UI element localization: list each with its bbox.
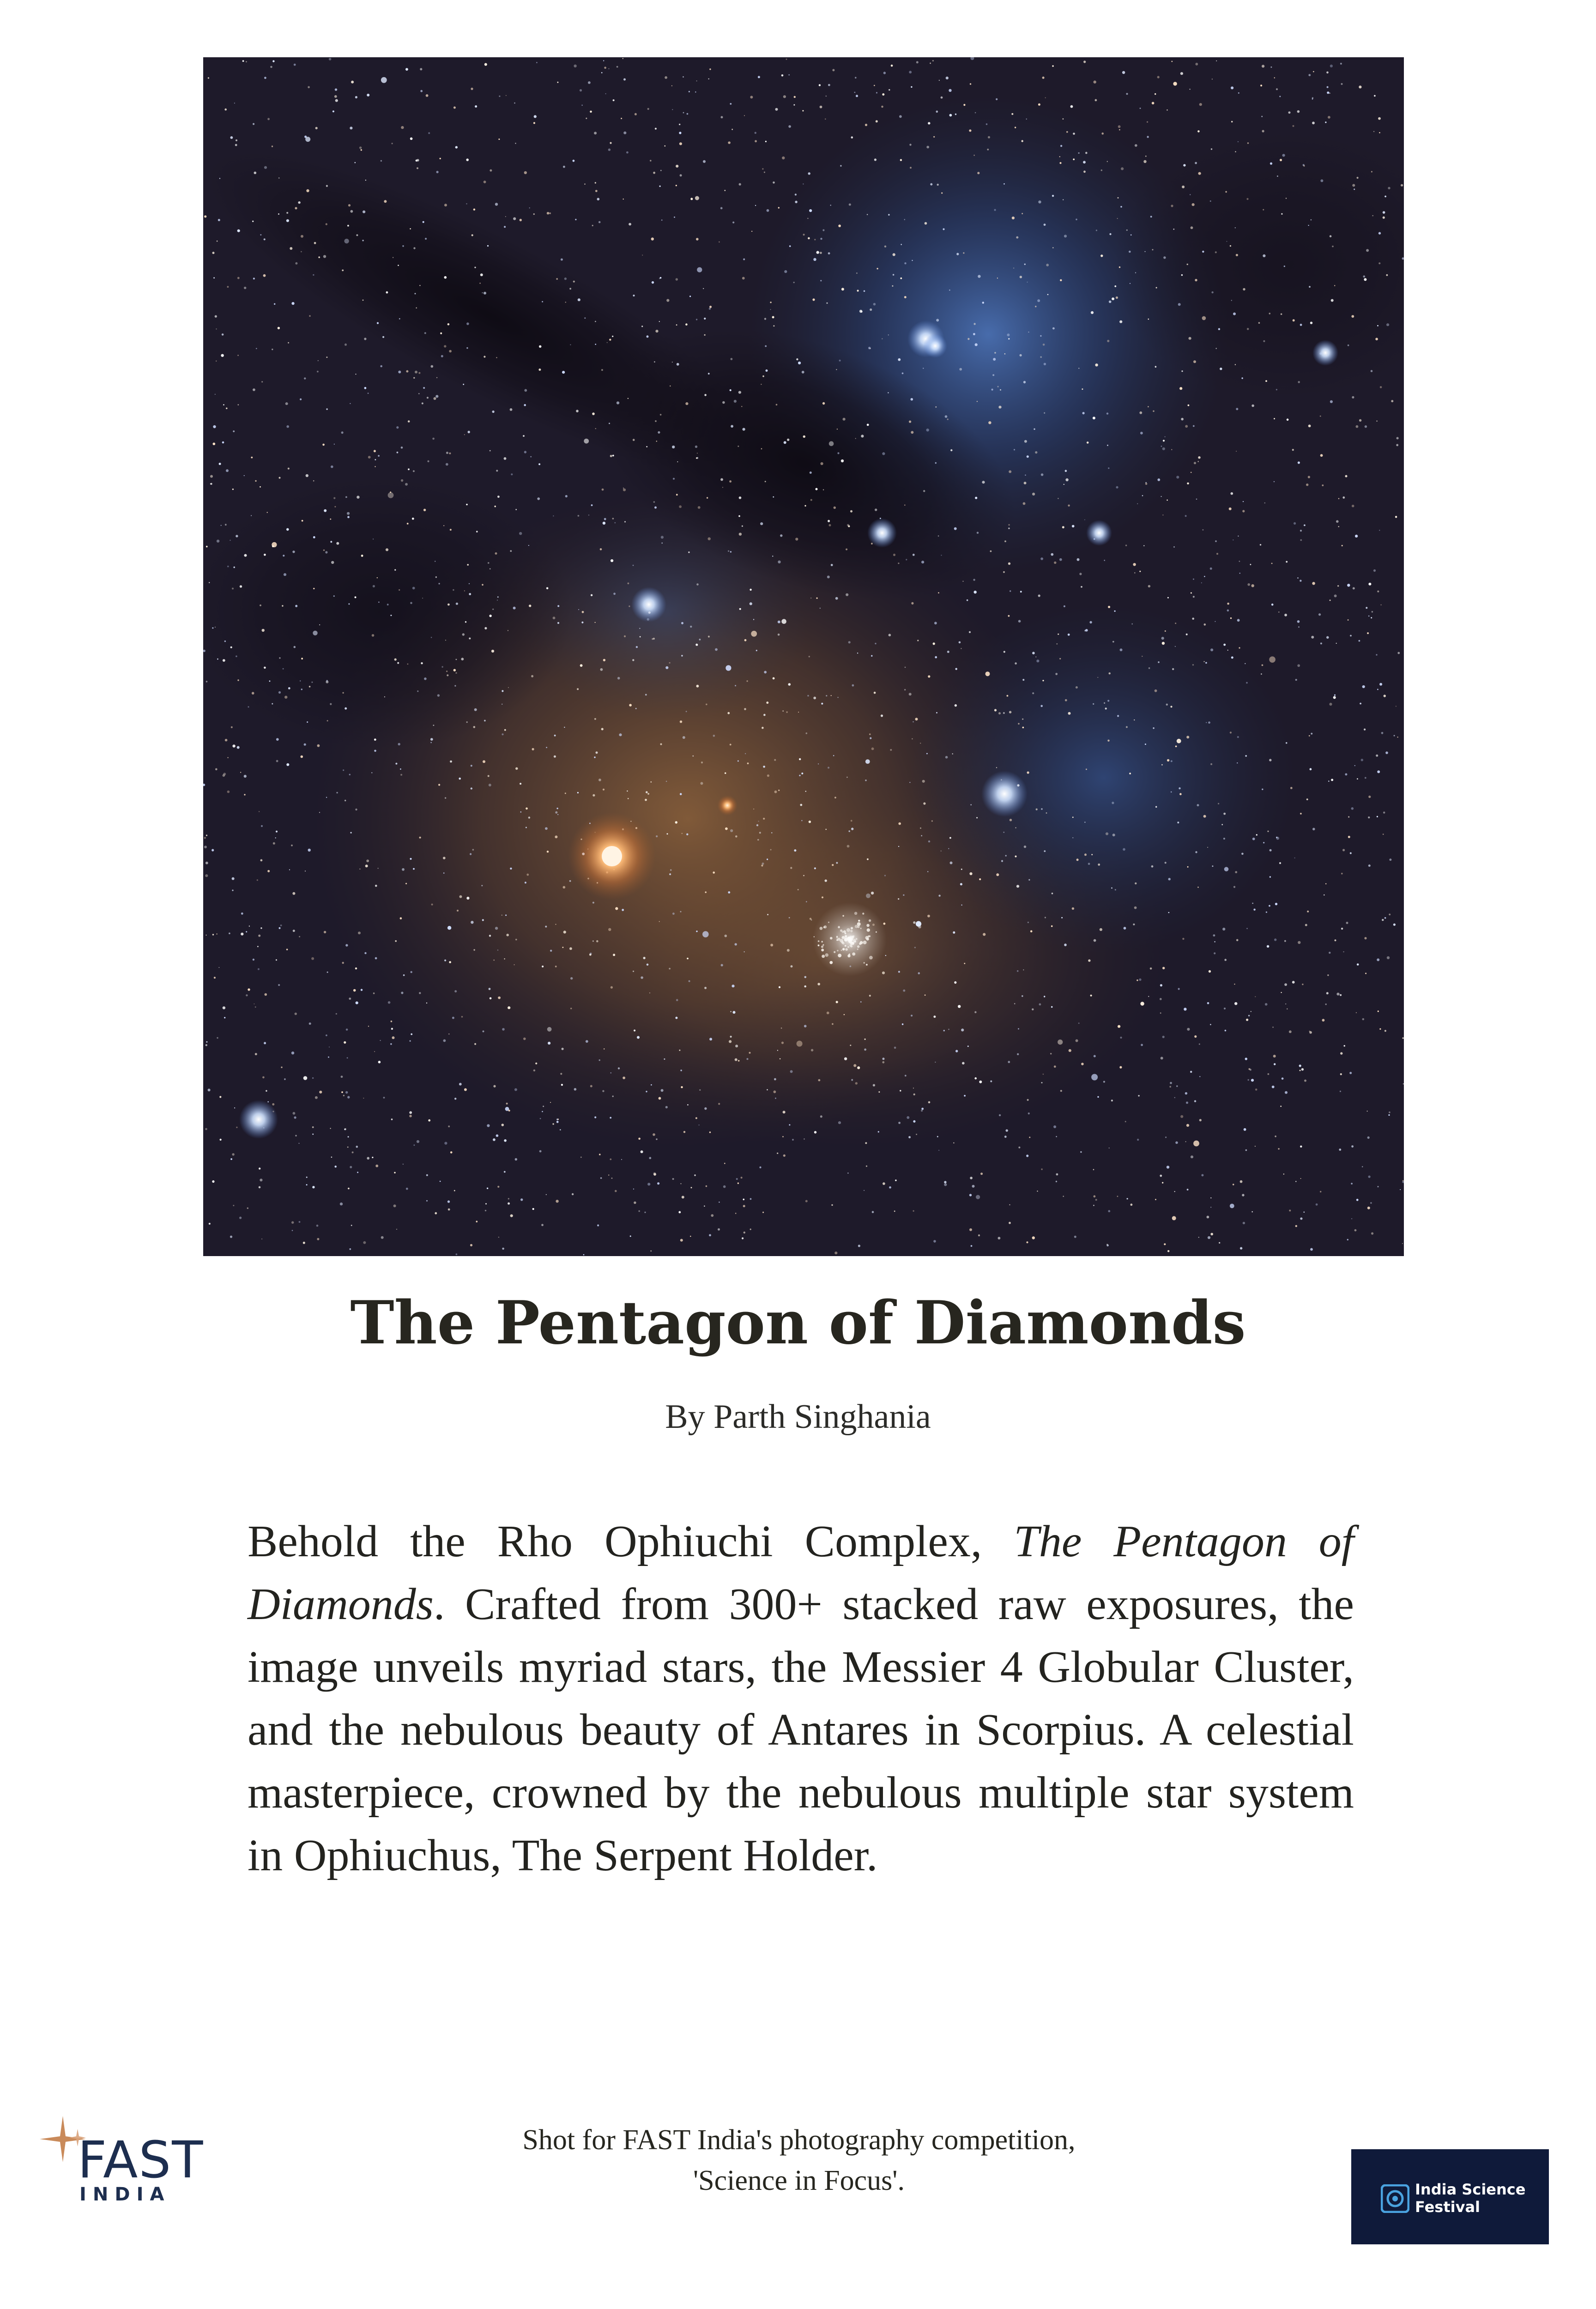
description-emphasis: The Pentagon of Diamonds: [248, 1517, 1354, 1629]
fast-india-logo: [40, 2116, 204, 2205]
blue-reflection-nebula-2: [910, 602, 1298, 953]
m4-globular-cluster: [813, 902, 887, 976]
blue-star-center: [981, 771, 1028, 817]
footer-note: [453, 2120, 1145, 2201]
description-body: . Crafted from 300+ stacked raw exposures, the image unveils myriad stars, the Messier 4 Globular Cluster, and the nebulous beauty of Antares in Scorpius. A celestial masterpiece, crowned by the nebulous multiple star system in Ophiuchus, The Serpent Holder.: [248, 1579, 1354, 1880]
footer-line-2: 'Science in Focus'.: [693, 2165, 905, 2196]
star-orange-small: [717, 795, 738, 816]
description-paragraph: [248, 1510, 1354, 1887]
antares-core: [602, 846, 622, 866]
fast-wordmark: FAST: [78, 2130, 204, 2189]
isf-wordmark: [1415, 2181, 1525, 2216]
isf-line-1: India Science: [1415, 2181, 1526, 2198]
star-right: [1086, 520, 1112, 546]
blue-star-left: [631, 587, 666, 622]
rho-ophiuchi-image: [203, 57, 1404, 1256]
star-nebula-center: [867, 518, 897, 548]
blue-star-bottom-left: [239, 1100, 278, 1139]
author-byline: By Parth Singhania: [665, 1398, 931, 1436]
star-upper-right: [1312, 340, 1338, 366]
camera-lens-icon: [1381, 2184, 1409, 2213]
rho-ophiuchi-star-b: [923, 334, 947, 358]
page-title: The Pentagon of Diamonds: [350, 1288, 1246, 1358]
india-science-festival-logo: [1351, 2149, 1549, 2244]
footer-line-1: Shot for FAST India's photography competition,: [522, 2124, 1076, 2156]
astrophotograph: [203, 57, 1404, 1256]
fast-subtitle: INDIA: [79, 2184, 171, 2205]
description-intro: Behold the Rho Ophiuchi Complex,: [248, 1517, 1014, 1566]
isf-line-2: Festival: [1415, 2198, 1480, 2216]
